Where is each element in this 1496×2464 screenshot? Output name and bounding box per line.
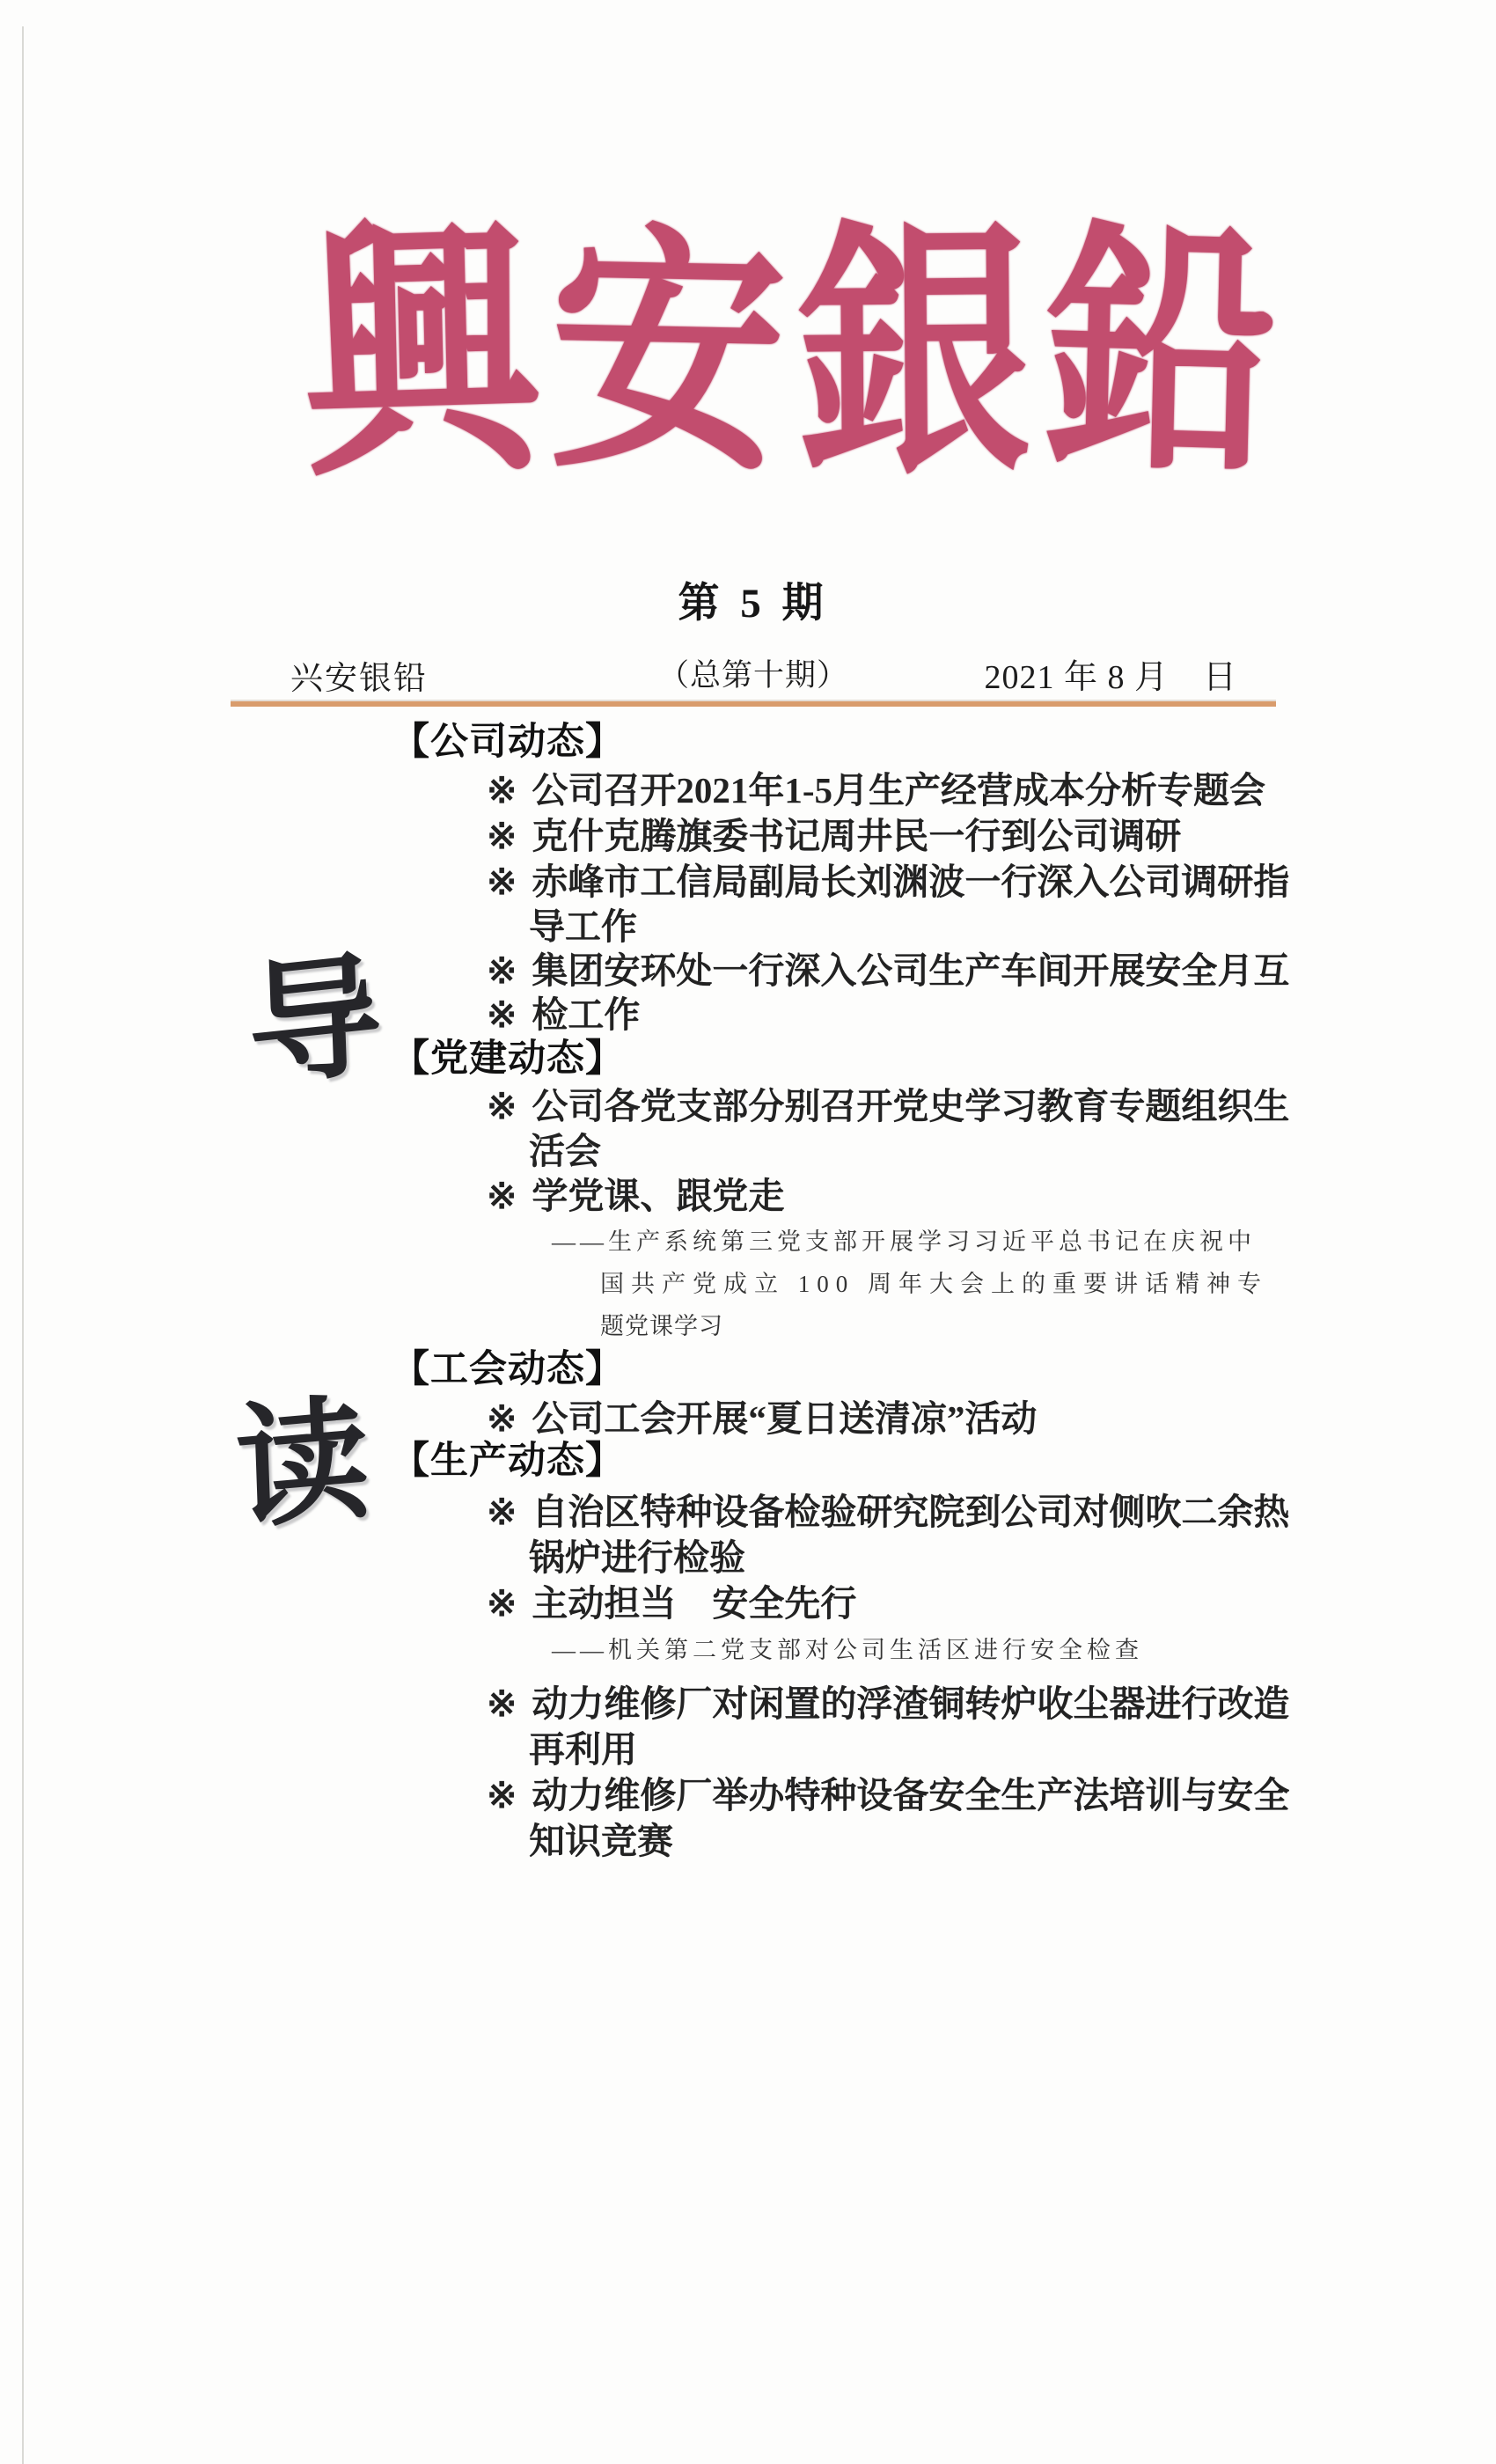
- reference-mark-icon: ※: [487, 1492, 517, 1532]
- toc-item-continuation: 导工作: [529, 906, 637, 947]
- reference-mark-icon: ※: [487, 816, 517, 856]
- toc-item-continuation: 再利用: [529, 1729, 637, 1770]
- toc-item-continuation: 活会: [529, 1131, 601, 1171]
- toc-item-text: 学党课、跟党走: [532, 1176, 785, 1216]
- reference-mark-icon: ※: [487, 1086, 517, 1126]
- margin-char-du: 读: [233, 1385, 372, 1545]
- toc-item-text: 赤峰市工信局副局长刘渊波一行深入公司调研指: [532, 862, 1290, 902]
- reference-mark-icon: ※: [487, 1176, 517, 1216]
- scan-page-edge: [22, 26, 24, 2464]
- toc-item-text: 主动担当 安全先行: [532, 1583, 857, 1624]
- reference-mark-icon: ※: [487, 770, 517, 810]
- reference-mark-icon: ※: [487, 1583, 517, 1624]
- toc-item-continuation: 锅炉进行检验: [529, 1537, 745, 1578]
- toc-item: [487, 993, 640, 1037]
- toc-item: [487, 814, 1181, 858]
- toc-item-continuation: 知识竞赛: [529, 1821, 673, 1861]
- publisher-name: 兴安银铅: [290, 661, 428, 697]
- toc-item: [487, 1084, 1289, 1128]
- section-header-production-news: 【生产动态】: [392, 1440, 624, 1482]
- toc-item-text: 公司工会开展“夏日送清凉”活动: [532, 1398, 1038, 1439]
- toc-item-text: 检工作: [532, 994, 641, 1035]
- masthead-meta-row: [231, 648, 1276, 697]
- toc-subitem: ——机关第二党支部对公司生活区进行安全检查: [552, 1637, 1143, 1663]
- toc-item: [487, 1174, 784, 1218]
- reference-mark-icon: ※: [487, 1775, 517, 1815]
- issue-number: 第 5 期: [678, 581, 829, 627]
- toc-item-text: 公司各党支部分别召开党史学习教育专题组织生: [532, 1086, 1290, 1126]
- publication-date: 2021 年 8 月 日: [984, 659, 1237, 696]
- cumulative-issue: （总第十期）: [657, 658, 848, 693]
- toc-item: [487, 1397, 1037, 1441]
- section-header-party-news: 【党建动态】: [392, 1038, 624, 1080]
- toc-subitem-continuation: 国共产党成立 100 周年大会上的重要讲话精神专: [600, 1271, 1268, 1297]
- masthead-rule: [231, 701, 1276, 707]
- toc-item-text: 公司召开2021年1-5月生产经营成本分析专题会: [532, 770, 1266, 810]
- margin-char-dao: 导: [246, 941, 385, 1104]
- toc-item-text: 集团安环处一行深入公司生产车间开展安全月互: [532, 950, 1290, 991]
- section-header-union-news: 【工会动态】: [392, 1348, 624, 1390]
- calligraphy-char: 安: [547, 209, 788, 502]
- calligraphy-char: 鉛: [1039, 206, 1282, 506]
- reference-mark-icon: ※: [487, 950, 517, 991]
- toc-item: [487, 860, 1289, 904]
- calligraphy-char: 銀: [795, 205, 1034, 507]
- reference-mark-icon: ※: [487, 862, 517, 902]
- toc-item: [487, 949, 1289, 993]
- reference-mark-icon: ※: [487, 1398, 517, 1439]
- toc-item: [487, 1490, 1289, 1534]
- masthead-calligraphy: [300, 203, 1282, 509]
- toc-item: [487, 1682, 1289, 1726]
- toc-item-text: 动力维修厂对闲置的浮渣铜转炉收尘器进行改造: [532, 1683, 1290, 1724]
- section-header-company-news: 【公司动态】: [392, 721, 624, 763]
- toc-item: [487, 768, 1265, 812]
- calligraphy-char: 興: [300, 203, 543, 509]
- toc-item-text: 动力维修厂举办特种设备安全生产法培训与安全: [532, 1775, 1290, 1815]
- reference-mark-icon: ※: [487, 994, 517, 1035]
- toc-subitem: ——生产系统第三党支部开展学习习近平总书记在庆祝中: [552, 1228, 1256, 1255]
- toc-item: [487, 1581, 856, 1625]
- toc-item-text: 克什克腾旗委书记周井民一行到公司调研: [532, 816, 1182, 856]
- reference-mark-icon: ※: [487, 1683, 517, 1724]
- toc-subitem-continuation: 题党课学习: [600, 1313, 723, 1339]
- toc-item-text: 自治区特种设备检验研究院到公司对侧吹二余热: [532, 1492, 1290, 1532]
- toc-item: [487, 1773, 1289, 1817]
